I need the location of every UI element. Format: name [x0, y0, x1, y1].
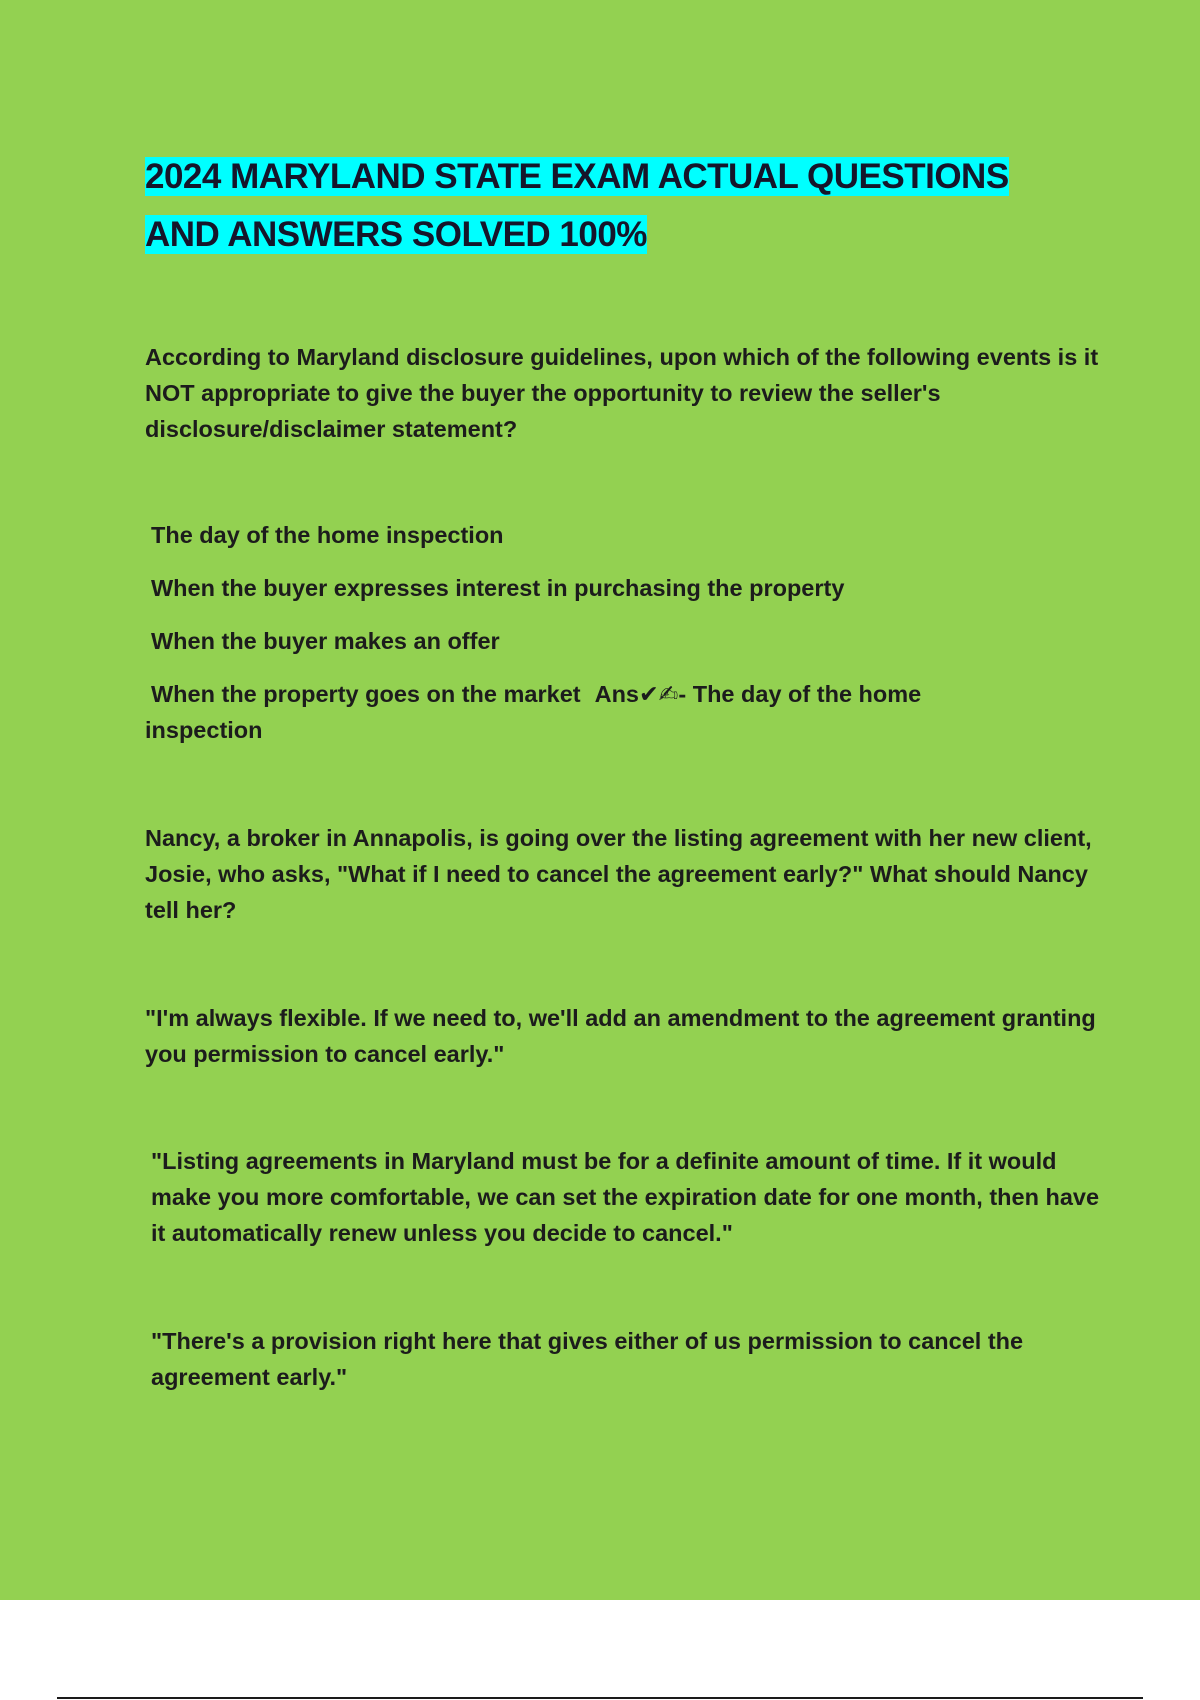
- option-1c: When the buyer makes an offer: [151, 628, 500, 654]
- option-1d: When the property goes on the market: [151, 681, 581, 707]
- answer-1-continuation: inspection: [145, 717, 263, 743]
- question-1: According to Maryland disclosure guidelines, upon which of the following events is it NOT appropriate to give the buyer the opportunity to review the seller's disclosure/disclaimer statement?: [145, 344, 1099, 442]
- document-title: [145, 148, 1105, 264]
- option-2c: "There's a provision right here that gives either of us permission to cancel the agreement early.": [151, 1328, 1024, 1390]
- option-1d-with-answer: [151, 676, 1105, 712]
- question-1-options: [145, 517, 1105, 748]
- option-1a: The day of the home inspection: [151, 522, 504, 548]
- footer-divider: [57, 1697, 1143, 1699]
- document-content: [145, 148, 1105, 1395]
- answer-1: Ans✔✍- The day of the home: [594, 681, 922, 707]
- option-2a: "I'm always flexible. If we need to, we'll add an amendment to the agreement granting you permission to cancel early.": [145, 1005, 1096, 1067]
- title-line-2: AND ANSWERS SOLVED 100%: [145, 215, 647, 254]
- option-1b: When the buyer expresses interest in purchasing the property: [151, 575, 845, 601]
- title-line-1: 2024 MARYLAND STATE EXAM ACTUAL QUESTIONS: [145, 157, 1009, 196]
- option-2b: "Listing agreements in Maryland must be for a definite amount of time. If it would make you more comfortable, we can set the expiration date for one month, then have it automatically renew unless you decide to cancel.": [151, 1148, 1100, 1246]
- question-2: Nancy, a broker in Annapolis, is going over the listing agreement with her new client, Josie, who asks, "What if I need to cancel the agreement early?" What should Nancy tell her?: [145, 825, 1092, 923]
